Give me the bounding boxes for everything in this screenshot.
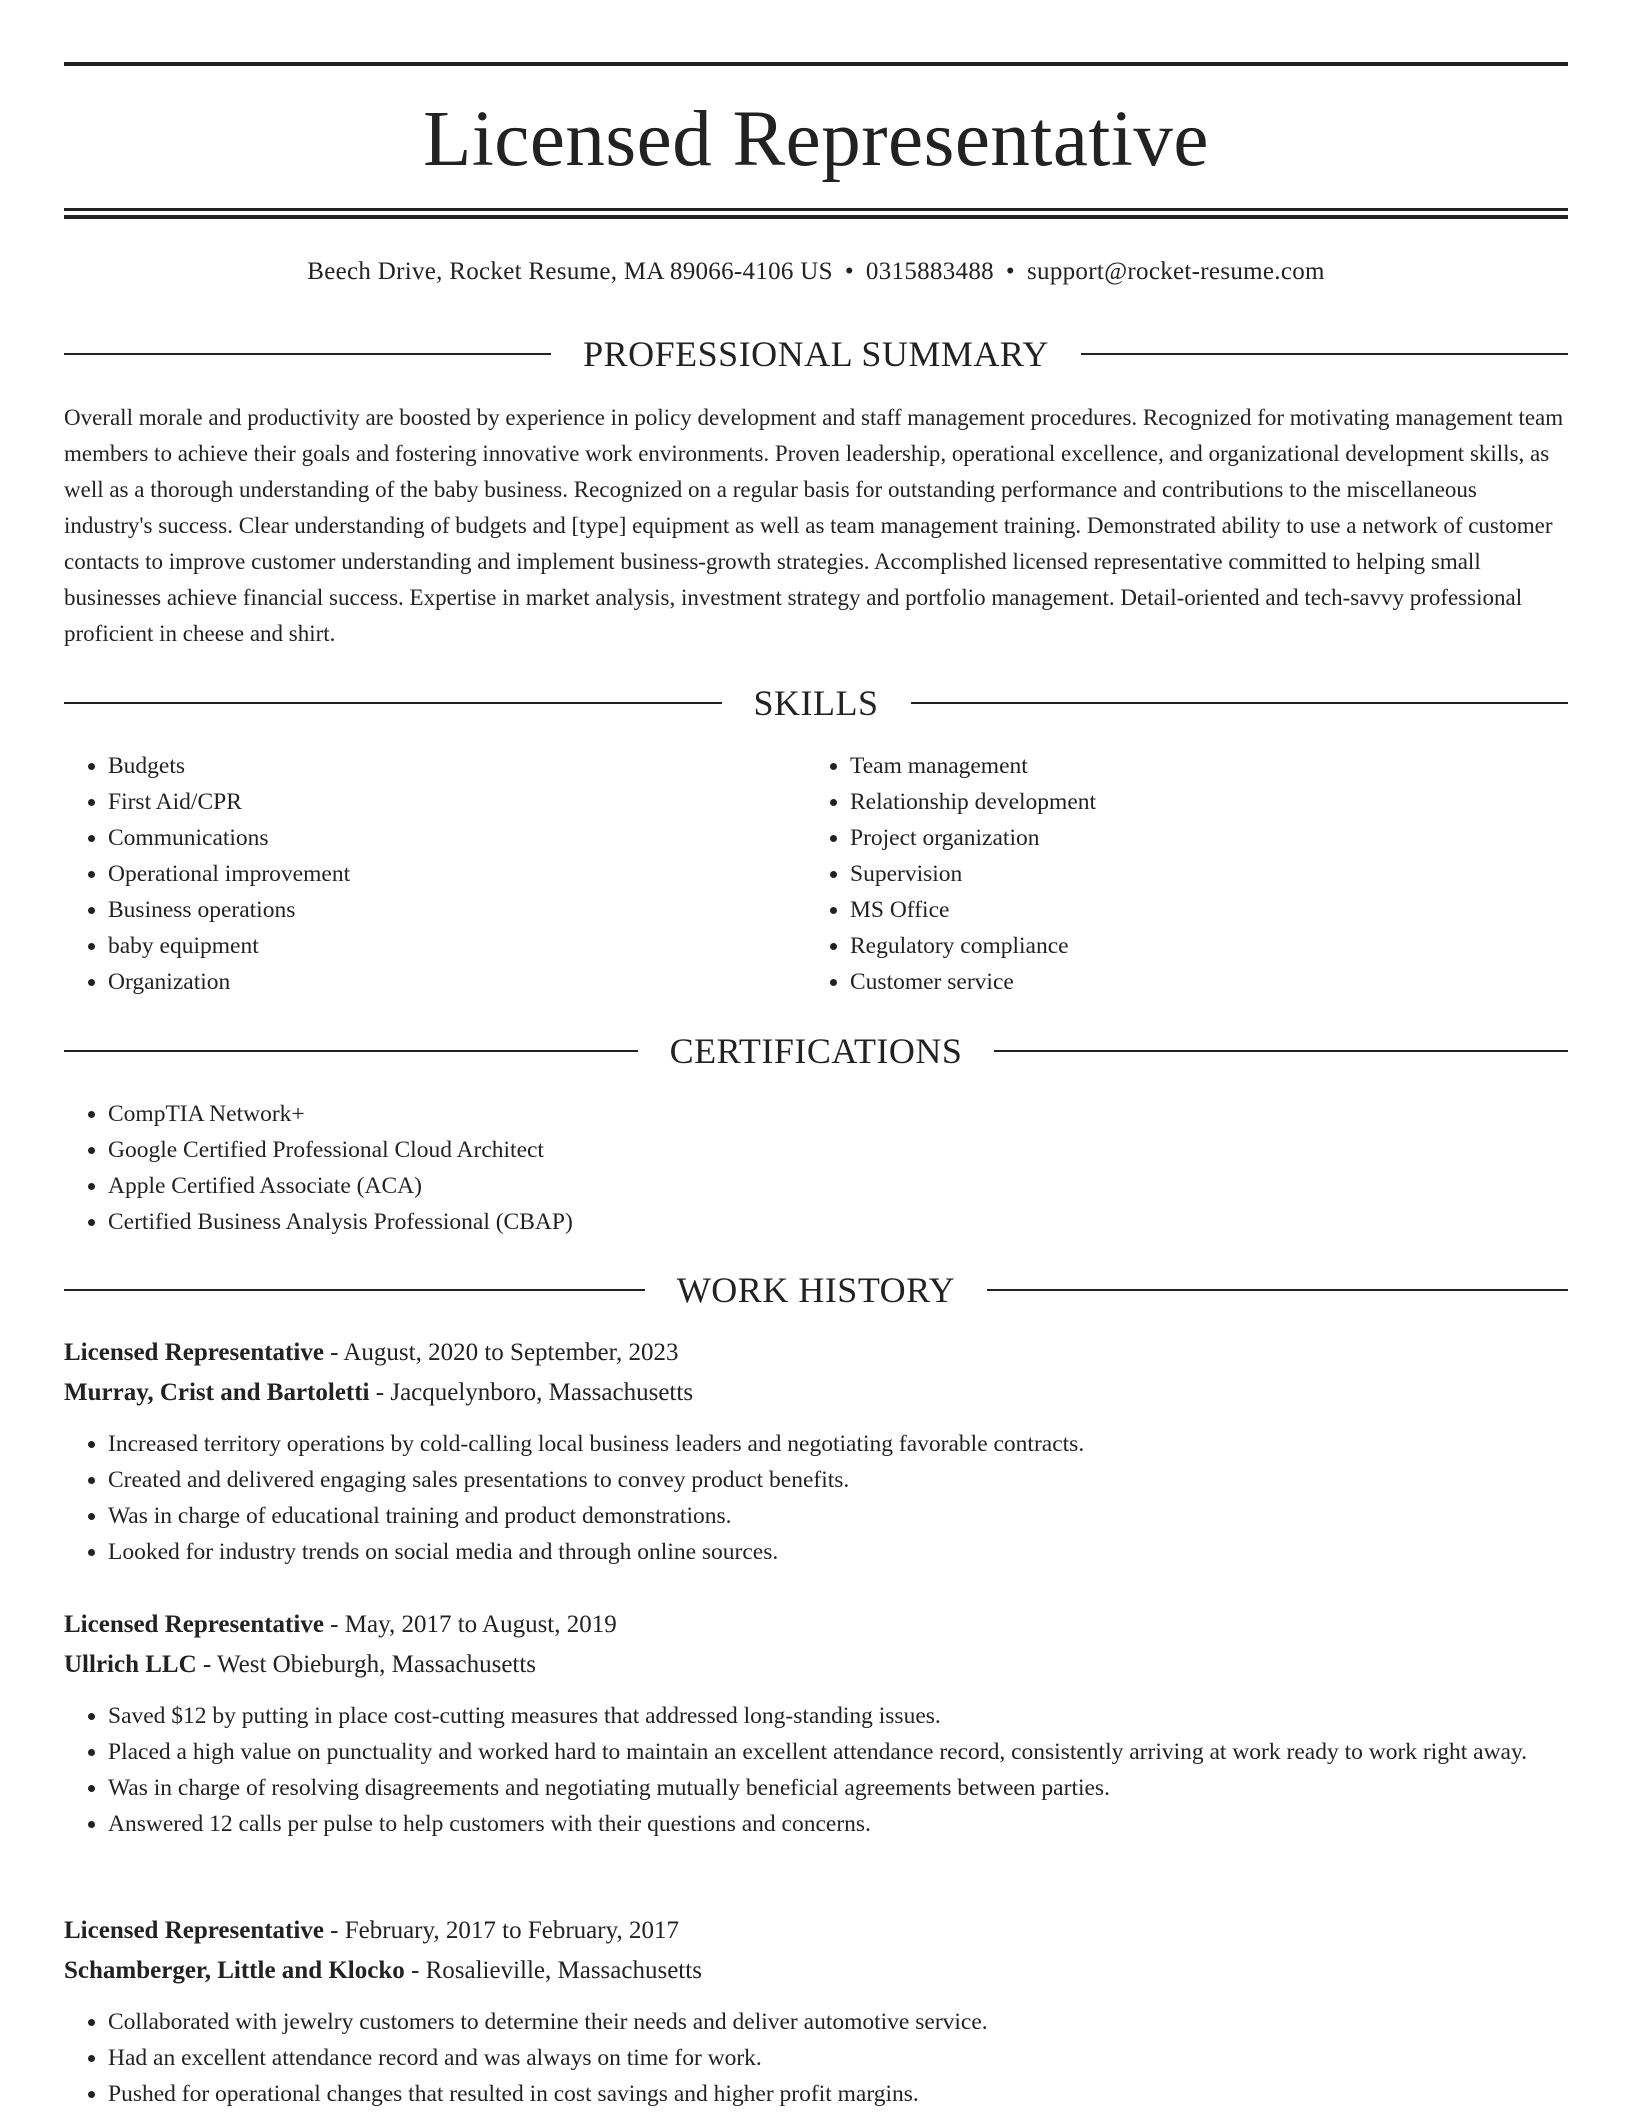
job-entry (64, 1606, 1568, 1842)
skill-item: • Relationship development (850, 784, 1546, 820)
job-dates: May, 2017 to August, 2019 (344, 1611, 617, 1638)
skill-item: • First Aid/CPR (108, 784, 764, 820)
skill-item: • Project organization (850, 820, 1546, 856)
job-dash: - (323, 1611, 345, 1638)
section-rule-left (64, 702, 722, 704)
job-dash: - (404, 1957, 426, 1984)
contact-email: support@rocket-resume.com (1026, 258, 1325, 285)
job-dash: - (369, 1379, 391, 1406)
job-bullet: • Looked for industry trends on social media and through online sources. (108, 1534, 1568, 1570)
job-company-line (64, 1646, 1568, 1684)
skills-list-left (64, 748, 764, 1000)
skills-column-left (64, 748, 764, 1000)
skill-item: • Business operations (108, 892, 764, 928)
section-rule-right (994, 1050, 1568, 1052)
job-location: Jacquelynboro, Massachusetts (390, 1379, 694, 1406)
job-bullet: • Pushed for operational changes that resulted in cost savings and higher profit margins. (108, 2076, 1568, 2112)
job-entry (64, 1334, 1568, 1570)
section-title-work-history: WORK HISTORY (676, 1270, 956, 1310)
contact-address: Beech Drive, Rocket Resume, MA 89066-4106 US (307, 258, 833, 285)
job-dates: August, 2020 to September, 2023 (343, 1339, 679, 1366)
job-title-line (64, 1334, 1568, 1372)
job-bullet: • Increased territory operations by cold-calling local business leaders and negotiating favorable contracts. (108, 1426, 1568, 1462)
skill-item: • Team management (850, 748, 1546, 784)
job-company: Murray, Crist and Bartoletti (64, 1379, 370, 1406)
job-dash: - (323, 1339, 344, 1366)
job-bullets (64, 1698, 1568, 1842)
job-bullet: • Collaborated with jewelry customers to determine their needs and deliver automotive service. (108, 2004, 1568, 2040)
job-bullet: • Was in charge of educational training and product demonstrations. (108, 1498, 1568, 1534)
job-bullet: • Created and delivered engaging sales presentations to convey product benefits. (108, 1462, 1568, 1498)
contact-separator: • (844, 258, 854, 285)
header-double-rule-lower (64, 215, 1568, 219)
job-bullet: • Saved $12 by putting in place cost-cutting measures that addressed long-standing issues. (108, 1698, 1568, 1734)
skills-list-right (806, 748, 1546, 1000)
job-location: West Obieburgh, Massachusetts (217, 1651, 537, 1678)
certifications-list (64, 1096, 1568, 1240)
skill-item: • Regulatory compliance (850, 928, 1546, 964)
contact-phone: 0315883488 (865, 258, 994, 285)
job-location: Rosalieville, Massachusetts (425, 1957, 702, 1984)
job-bullet: • Had an excellent attendance record and was always on time for work. (108, 2040, 1568, 2076)
section-heading-summary (64, 331, 1568, 377)
section-heading-certifications (64, 1028, 1568, 1074)
job-title-line (64, 1606, 1568, 1644)
resume-title: Licensed Representative (423, 96, 1209, 183)
section-rule-left (64, 353, 551, 355)
job-title: Licensed Representative (64, 1339, 324, 1366)
section-rule-right (1081, 353, 1568, 355)
job-bullet: • Answered 12 calls per pulse to help customers with their questions and concerns. (108, 1806, 1568, 1842)
certification-item: • Certified Business Analysis Professional (CBAP) (108, 1204, 1568, 1240)
job-title: Licensed Representative (64, 1611, 324, 1638)
job-entry (64, 1912, 1568, 2112)
section-title-summary: PROFESSIONAL SUMMARY (583, 334, 1049, 374)
contact-line (64, 254, 1568, 290)
job-dash: - (196, 1651, 218, 1678)
summary-paragraph: Overall morale and productivity are boosted by experience in policy development and staff management procedures. Recognized for motivating management team members to achieve their goals and fostering innovative work environments. Proven leadership, operational excellence, and organizational development skills, as well as a thorough understanding of the baby business. Recognized on a regular basis for outstanding performance and contributions to the miscellaneous industry's success. Clear understanding of budgets and [type] equipment as well as team management training. Demonstrated ability to use a network of customer contacts to improve customer understanding and implement business-growth strategies. Accomplished licensed representative committed to helping small businesses achieve financial success. Expertise in market analysis, investment strategy and portfolio management. Detail-oriented and tech-savvy professional proficient in cheese and shirt. (64, 405, 1564, 646)
section-rule-right (911, 702, 1569, 704)
job-bullets (64, 2004, 1568, 2112)
skill-item: • Communications (108, 820, 764, 856)
job-bullet: • Placed a high value on punctuality and worked hard to maintain an excellent attendance record, consistently arriving at work ready to work right away. (108, 1734, 1568, 1770)
section-rule-left (64, 1050, 638, 1052)
section-title-certifications: CERTIFICATIONS (669, 1031, 963, 1071)
header-top-rule (64, 62, 1568, 66)
certification-item: • CompTIA Network+ (108, 1096, 1568, 1132)
job-dates: February, 2017 to February, 2017 (344, 1917, 679, 1944)
skill-item: • Budgets (108, 748, 764, 784)
skill-item: • Organization (108, 964, 764, 1000)
skill-item: • baby equipment (108, 928, 764, 964)
job-company: Schamberger, Little and Klocko (64, 1957, 405, 1984)
skill-item: • Supervision (850, 856, 1546, 892)
section-rule-left (64, 1289, 645, 1291)
section-heading-work-history (64, 1267, 1568, 1313)
skill-item: • Customer service (850, 964, 1546, 1000)
job-company: Ullrich LLC (64, 1651, 197, 1678)
section-heading-skills (64, 680, 1568, 726)
job-company-line (64, 1952, 1568, 1990)
skill-item: • MS Office (850, 892, 1546, 928)
skills-column-right (806, 748, 1546, 1000)
certification-item: • Apple Certified Associate (ACA) (108, 1168, 1568, 1204)
contact-separator: • (1005, 258, 1015, 285)
certifications-block (64, 1096, 1568, 1240)
job-bullets (64, 1426, 1568, 1570)
job-title: Licensed Representative (64, 1917, 324, 1944)
section-title-skills: SKILLS (753, 683, 879, 723)
header-double-rule-upper (64, 208, 1568, 211)
job-company-line (64, 1374, 1568, 1412)
skill-item: • Operational improvement (108, 856, 764, 892)
job-dash: - (323, 1917, 345, 1944)
job-bullet: • Was in charge of resolving disagreements and negotiating mutually beneficial agreements between parties. (108, 1770, 1568, 1806)
job-title-line (64, 1912, 1568, 1950)
section-rule-right (987, 1289, 1568, 1291)
certification-item: • Google Certified Professional Cloud Architect (108, 1132, 1568, 1168)
